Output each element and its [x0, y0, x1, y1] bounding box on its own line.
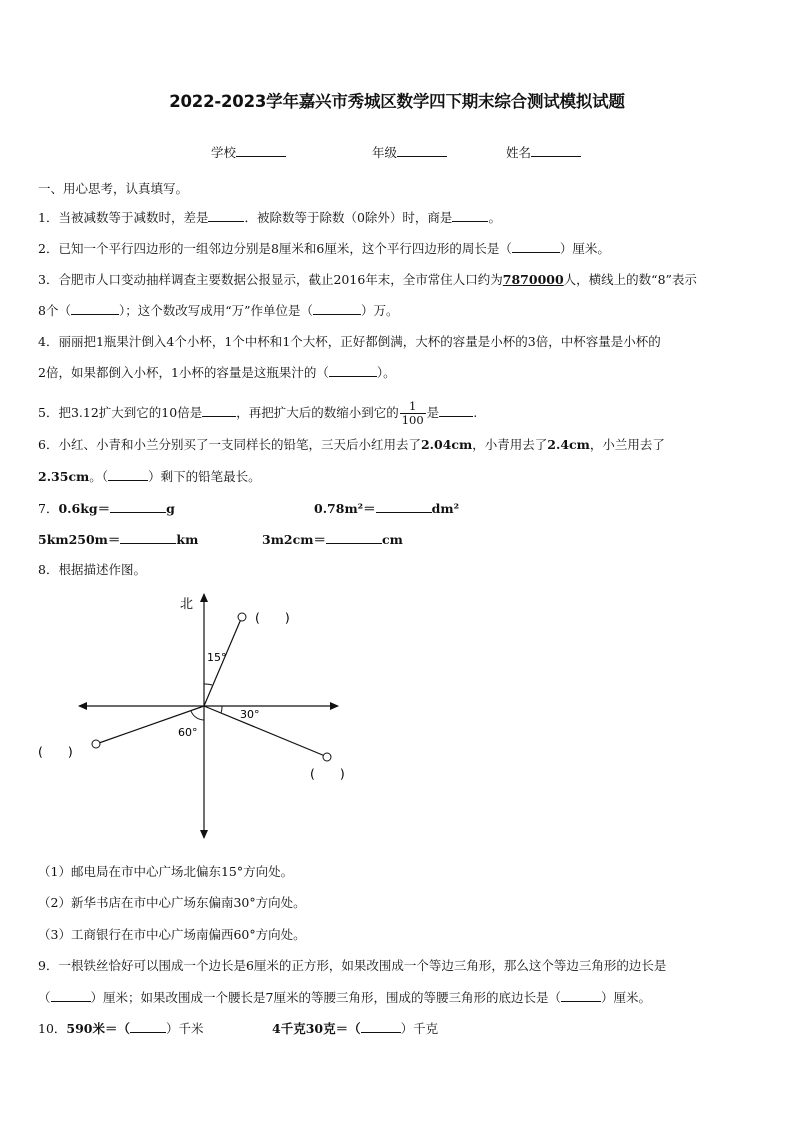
direction-diagram [36, 588, 376, 844]
section-heading: 一、用心思考，认真填写。 [38, 181, 189, 196]
question-4-line-2: 2倍，如果都倒入小杯，1小杯的容量是这瓶果汁的（ ）。 [38, 365, 396, 380]
answer-blank[interactable] [71, 302, 119, 315]
ray-south-east [204, 706, 325, 756]
grade-blank[interactable] [397, 144, 447, 157]
question-6-line-2: 2.35cm。（ ）剩下的铅笔最长。 [38, 469, 261, 484]
answer-blank[interactable] [313, 302, 361, 315]
answer-blank[interactable] [452, 209, 488, 222]
answer-blank[interactable] [120, 531, 176, 544]
answer-paren-post-office: ( ) [255, 610, 290, 625]
answer-blank[interactable] [326, 531, 382, 544]
answer-blank[interactable] [202, 404, 236, 417]
question-7-part-d: 3m2cm＝ cm [262, 532, 403, 547]
school-label: 学校 [211, 145, 237, 160]
name-blank[interactable] [531, 144, 581, 157]
q8-item-2: （2）新华书店在市中心广场东偏南30°方向处。 [38, 895, 306, 910]
answer-paren-bank: ( ) [38, 744, 73, 759]
question-7-part-c: 5km250m＝ km [38, 532, 199, 547]
arc-60 [191, 711, 204, 720]
grade-label: 年级 [372, 145, 398, 160]
answer-blank[interactable] [130, 1020, 166, 1033]
underlined-number: 7870000 [502, 272, 564, 287]
question-4-line-1: 4．丽丽把1瓶果汁倒入4个小杯，1个中杯和1个大杯，正好都倒满，大杯的容量是小杯的3倍，中杯容量是小杯的 [38, 334, 661, 349]
answer-blank[interactable] [512, 240, 560, 253]
answer-blank[interactable] [561, 989, 601, 1002]
angle-60-label: 60° [178, 726, 198, 739]
answer-blank[interactable] [439, 404, 473, 417]
question-2: 2．已知一个平行四边形的一组邻边分别是8厘米和6厘米，这个平行四边形的周长是（ ）厘米。 [38, 241, 610, 256]
arc-30 [221, 706, 222, 713]
point-bookstore [323, 753, 331, 761]
page-title: 2022-2023学年嘉兴市秀城区数学四下期末综合测试模拟试题 [169, 92, 625, 111]
q8-item-1: （1）邮电局在市中心广场北偏东15°方向处。 [38, 864, 294, 879]
question-10-part-b: 4千克30克＝（ ）千克 [272, 1021, 439, 1036]
question-3-line-2: 8个（ ）；这个数改写成用“万”作单位是（ ）万。 [38, 303, 399, 318]
question-10-part-a: 10．590米＝（ ）千米 [38, 1021, 204, 1036]
school-field[interactable] [211, 143, 286, 161]
question-1: 1．当被减数等于减数时，差是 ．被除数等于除数（0除外）时，商是 。 [38, 210, 501, 225]
north-label: 北 [180, 597, 194, 612]
answer-blank[interactable] [208, 209, 244, 222]
q8-item-3: （3）工商银行在市中心广场南偏西60°方向处。 [38, 927, 306, 942]
answer-blank[interactable] [376, 500, 432, 513]
point-bank [92, 740, 100, 748]
name-field[interactable] [506, 143, 581, 161]
arc-15 [204, 684, 212, 685]
angle-15-label: 15° [207, 651, 227, 664]
question-5: 5．把3.12扩大到它的10倍是 ，再把扩大后的数缩小到它的 $\frac{1}{100}$ 是 . [38, 399, 478, 427]
answer-blank[interactable] [361, 1020, 401, 1033]
question-8: 8．根据描述作图。 [38, 562, 146, 577]
question-9-line-2: （ ）厘米；如果改围成一个腰长是7厘米的等腰三角形，围成的等腰三角形的底边长是（ ）厘米。 [38, 990, 651, 1005]
answer-blank[interactable] [108, 468, 148, 481]
answer-paren-bookstore: ( ) [310, 766, 345, 781]
point-post-office [238, 613, 246, 621]
answer-blank[interactable] [51, 989, 91, 1002]
question-3-line-1: 3．合肥市人口变动抽样调查主要数据公报显示，截止2016年末，全市常住人口约为7870000人，横线上的数“8”表示 [38, 272, 697, 287]
fraction: $\frac{1}{100}$ [401, 399, 424, 427]
question-7-part-b: 0.78m²＝ dm² [314, 501, 460, 516]
answer-blank[interactable] [110, 500, 166, 513]
grade-field[interactable] [372, 143, 447, 161]
name-label: 姓名 [506, 145, 532, 160]
answer-blank[interactable] [329, 364, 377, 377]
question-9-line-1: 9．一根铁丝恰好可以围成一个边长是6厘米的正方形，如果改围成一个等边三角形，那么这个等边三角形的边长是 [38, 958, 667, 973]
question-6-line-1: 6．小红、小青和小兰分别买了一支同样长的铅笔，三天后小红用去了2.04cm，小青用去了2.4cm，小兰用去了 [38, 437, 665, 452]
school-blank[interactable] [236, 144, 286, 157]
angle-30-label: 30° [240, 708, 260, 721]
question-7-part-a: 7．0.6kg＝ g [38, 501, 175, 516]
